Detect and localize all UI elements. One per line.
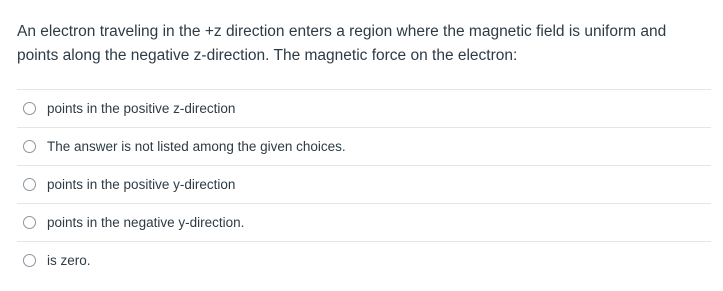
answer-label: points in the negative y-direction.: [47, 214, 245, 230]
answer-option-3[interactable]: [17, 166, 711, 204]
radio-button-icon[interactable]: [23, 140, 36, 153]
radio-button-icon[interactable]: [23, 216, 36, 229]
radio-button-icon[interactable]: [23, 102, 36, 115]
question-text: An electron traveling in the +z direction enters a region where the magnetic field is uniform and points along the negative z-direction. The magnetic force on the electron:: [17, 23, 667, 64]
answer-label: points in the positive y-direction: [47, 176, 236, 192]
answer-label: is zero.: [47, 252, 91, 268]
answer-option-1[interactable]: [17, 90, 711, 128]
radio-button-icon[interactable]: [23, 178, 36, 191]
answer-label: The answer is not listed among the given choices.: [47, 138, 346, 154]
answer-option-5[interactable]: [17, 242, 711, 279]
answer-option-2[interactable]: [17, 128, 711, 166]
answer-option-4[interactable]: [17, 204, 711, 242]
answer-list: [17, 89, 711, 279]
radio-button-icon[interactable]: [23, 254, 36, 267]
answer-label: points in the positive z-direction: [47, 100, 236, 116]
